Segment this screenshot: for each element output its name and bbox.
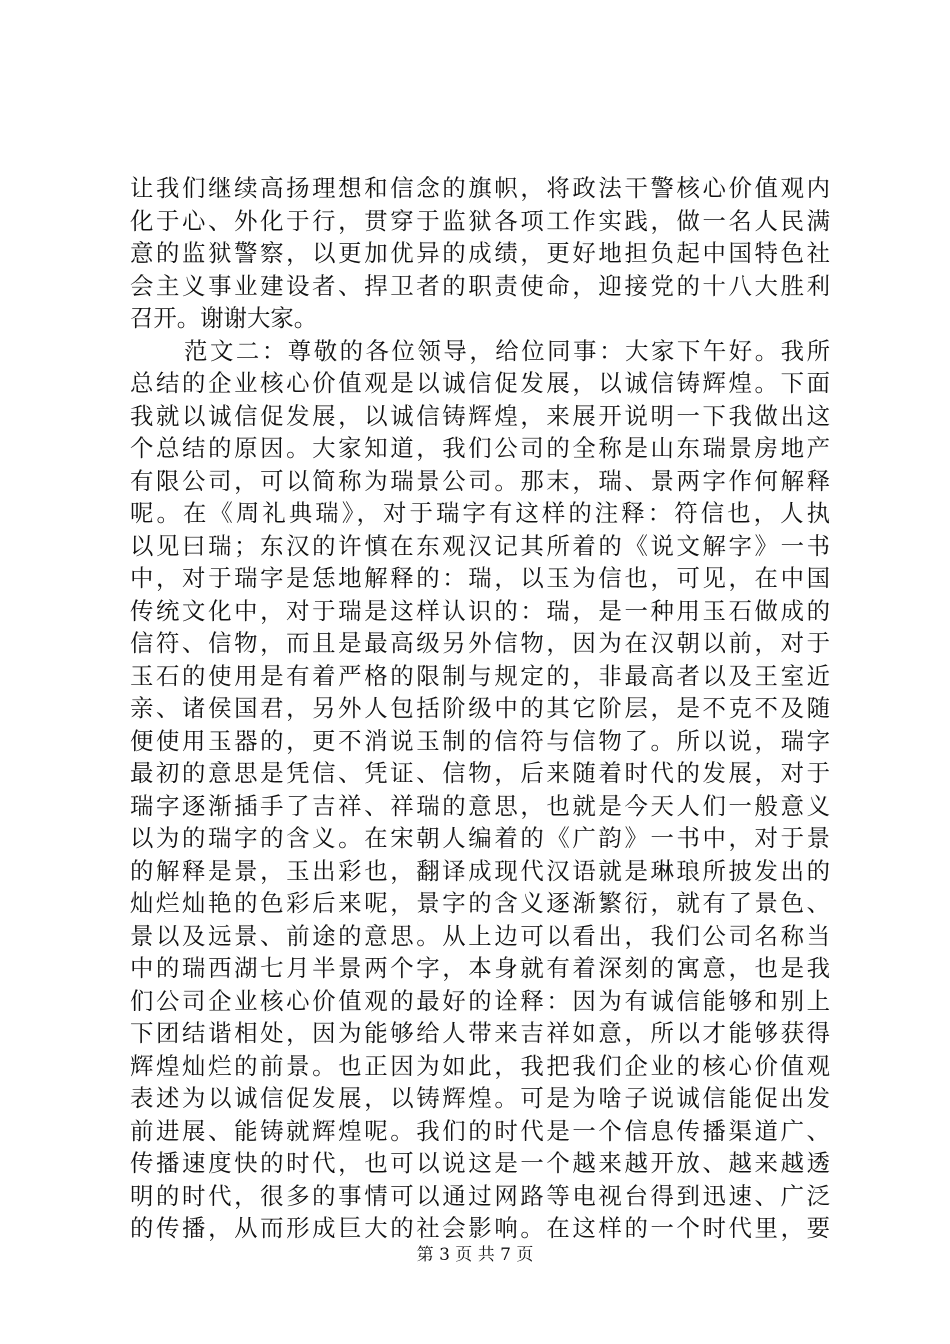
text-line: 总结的企业核心价值观是以诚信促发展，以诚信铸辉煌。下面 [130,369,830,397]
text-line: 有限公司，可以简称为瑞景公司。那末，瑞、景两字作何解释 [130,466,830,495]
text-line: 最初的意思是凭信、凭证、信物，后来随着时代的发展，对于 [130,759,830,787]
text-line: 中的瑞西湖七月半景两个字，本身就有着深刻的寓意，也是我 [130,954,830,982]
text-line: 以为的瑞字的含义。在宋朝人编着的《广韵》一书中，对于景 [130,824,830,852]
text-line: 玉石的使用是有着严格的限制与规定的，非最高者以及王室近 [130,661,830,690]
text-line: 们公司企业核心价值观的最好的诠释：因为有诚信能够和别上 [130,986,830,1015]
text-line: 化于心、外化于行，贯穿于监狱各项工作实践，做一名人民满 [130,206,830,235]
text-line: 意的监狱警察，以更加优异的成绩，更好地担负起中国特色社 [130,239,830,267]
text-line: 表述为以诚信促发展，以铸辉煌。可是为啥子说诚信能促出发 [130,1084,830,1112]
text-line: 瑞字逐渐插手了吉祥、祥瑞的意思，也就是今天人们一般意义 [130,791,830,820]
text-line: 的传播，从而形成巨大的社会影响。在这样的一个时代里，要 [130,1214,830,1242]
text-line: 便使用玉器的，更不消说玉制的信符与信物了。所以说，瑞字 [130,726,830,755]
text-line: 灿烂灿艳的色彩后来呢，景字的含义逐渐繁衍，就有了景色、 [130,889,830,917]
text-line: 明的时代，很多的事情可以通过网路等电视台得到迅速、广泛 [130,1181,830,1210]
text-line: 召开。谢谢大家。 [130,304,318,332]
text-line: 信符、信物，而且是最高级另外信物，因为在汉朝以前，对于 [130,629,830,657]
text-line: 以见曰瑞；东汉的许慎在东观汉记其所着的《说文解字》一书 [130,531,830,560]
text-line: 会主义事业建设者、捍卫者的职责使命，迎接党的十八大胜利 [130,271,830,300]
text-line: 传统文化中，对于瑞是这样认识的：瑞，是一种用玉石做成的 [130,596,830,625]
text-line: 传播速度快的时代，也可以说这是一个越来越开放、越来越透 [130,1149,830,1177]
text-line: 景以及远景、前途的意思。从上边可以看出，我们公司名称当 [130,921,830,950]
text-line: 呢。在《周礼典瑞》，对于瑞字有这样的注释：符信也，人执 [130,499,830,527]
body-text [130,172,830,1245]
text-line: 个总结的原因。大家知道，我们公司的全称是山东瑞景房地产 [130,434,830,462]
text-line: 让我们继续高扬理想和信念的旗帜，将政法干警核心价值观内 [130,174,830,202]
text-line: 范文二：尊敬的各位领导，给位同事：大家下午好。我所 [184,336,830,365]
page-footer [0,1243,950,1267]
text-line: 的解释是景，玉出彩也，翻译成现代汉语就是琳琅所披发出的 [130,856,830,885]
text-line: 我就以诚信促发展，以诚信铸辉煌，来展开说明一下我做出这 [130,401,830,430]
text-line: 前进展、能铸就辉煌呢。我们的时代是一个信息传播渠道广、 [130,1116,830,1145]
text-line: 下团结谐相处，因为能够给人带来吉祥如意，所以才能够获得 [130,1019,830,1047]
page-number-label: 第 3 页 共 7 页 [416,1245,534,1265]
text-line: 亲、诸侯国君，另外人包括阶级中的其它阶层，是不克不及随 [130,694,830,722]
text-line: 中，对于瑞字是恁地解释的：瑞，以玉为信也，可见，在中国 [130,564,830,592]
text-line: 辉煌灿烂的前景。也正因为如此，我把我们企业的核心价值观 [130,1051,830,1080]
